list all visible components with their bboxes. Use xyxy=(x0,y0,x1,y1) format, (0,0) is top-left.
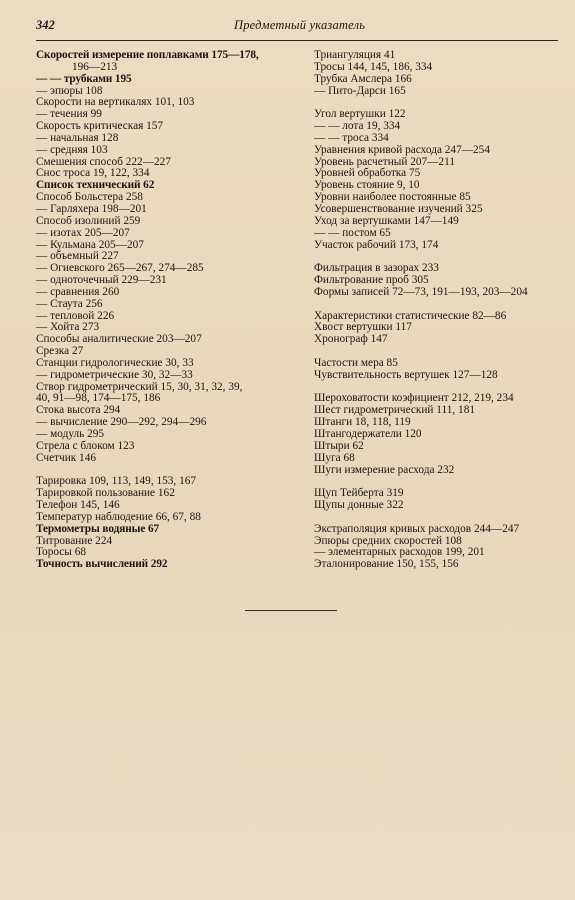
index-entry: Створ гидрометрический 15, 30, 31, 32, 39, xyxy=(36,380,243,393)
index-entry: Хвост вертушки 117 xyxy=(314,321,412,334)
index-entry: 40, 91—98, 174—175, 186 xyxy=(36,392,161,405)
index-entry: Скорости на вертикалях 101, 103 xyxy=(36,96,195,109)
index-spacer xyxy=(314,512,564,524)
index-entry: Титрование 224 xyxy=(36,534,113,547)
index-entry-continuation: 196—213 xyxy=(72,60,118,73)
index-entry: Способ Больстера 258 xyxy=(36,191,143,204)
index-spacer xyxy=(314,299,564,311)
index-entry: Термометры водяные 67 xyxy=(36,522,160,535)
page-header xyxy=(36,16,556,38)
index-entry: — — постом 65 xyxy=(314,226,391,239)
index-entry: Телефон 145, 146 xyxy=(36,499,120,512)
index-entry: Характеристики статистические 82—86 xyxy=(314,309,507,322)
index-entry: Хронограф 147 xyxy=(314,333,388,346)
index-entry: Усовершенствование изучений 325 xyxy=(314,202,483,215)
index-entry: Трубка Амслера 166 xyxy=(314,72,412,85)
index-column-left xyxy=(36,50,298,571)
index-entry: Щупы донные 322 xyxy=(314,499,404,512)
index-entry: Уровень стояние 9, 10 xyxy=(314,179,420,192)
index-entry: Триангуляция 41 xyxy=(314,49,396,61)
index-entry: Фильтрование проб 305 xyxy=(314,274,429,287)
index-entry: Способы аналитические 203—207 xyxy=(36,333,202,346)
index-entry: Стрела с блоком 123 xyxy=(36,439,135,452)
index-entry: Способ изолиний 259 xyxy=(36,214,141,227)
index-entry: Список технический 62 xyxy=(36,179,155,192)
index-entry: — вычисление 290—292, 294—296 xyxy=(36,416,207,429)
index-entry: — сравнения 260 xyxy=(36,285,120,298)
index-entry: Станции гидрологические 30, 33 xyxy=(36,356,194,369)
index-entry: Штыри 62 xyxy=(314,439,364,452)
index-entry: — средняя 103 xyxy=(36,143,108,156)
index-entry: — течения 99 xyxy=(36,108,102,121)
index-entry: — гидрометрические 30, 32—33 xyxy=(36,368,193,381)
index-entry: Счетчик 146 xyxy=(36,451,97,464)
index-entry: Торосы 68 xyxy=(36,546,87,559)
index-entry: Угол вертушки 122 xyxy=(314,108,406,121)
index-entry: Скоростей измерение поплавками 175—178, xyxy=(36,49,259,61)
index-entry: — Гарляхера 198—201 xyxy=(36,202,147,215)
index-entry: Уровней обработка 75 xyxy=(314,167,421,180)
index-entry: Чувствительность вертушек 127—128 xyxy=(314,368,498,381)
end-rule xyxy=(245,610,337,611)
index-entry: Шуга 68 xyxy=(314,451,355,464)
index-entry: Уравнения кривой расхода 247—254 xyxy=(314,143,490,156)
index-entry: — элементарных расходов 199, 201 xyxy=(314,546,485,559)
index-entry: Уровни наиболее постоянные 85 xyxy=(314,191,471,204)
index-entry: Тарировка 109, 113, 149, 153, 167 xyxy=(36,475,197,488)
index-entry: — эпюры 108 xyxy=(36,84,103,97)
index-entry: Эталонирование 150, 155, 156 xyxy=(314,558,459,571)
index-entry: — изотах 205—207 xyxy=(36,226,130,239)
index-entry: Температур наблюдение 66, 67, 88 xyxy=(36,510,201,523)
index-column-right xyxy=(314,50,564,571)
index-entry: Точность вычислений 292 xyxy=(36,558,168,571)
index-entry: — — троса 334 xyxy=(314,131,389,144)
index-entry: Частости мера 85 xyxy=(314,356,398,369)
index-entry: Уровень расчетный 207—211 xyxy=(314,155,455,168)
index-entry: — — трубками 195 xyxy=(36,72,132,85)
index-entry: — одноточечный 229—231 xyxy=(36,274,167,287)
index-entry: Снос троса 19, 122, 334 xyxy=(36,167,150,180)
index-entry: — начальная 128 xyxy=(36,131,119,144)
index-entry: — Хойта 273 xyxy=(36,321,100,334)
index-entry: — Пито-Дарси 165 xyxy=(314,84,406,97)
index-entry: Тарировкой пользование 162 xyxy=(36,487,175,500)
index-entry: Тросы 144, 145, 186, 334 xyxy=(314,60,433,73)
page-number: 342 xyxy=(36,18,55,32)
index-entry: Штанги 18, 118, 119 xyxy=(314,416,411,429)
index-entry: — тепловой 226 xyxy=(36,309,115,322)
index-entry: Скорость критическая 157 xyxy=(36,120,164,133)
index-entry: Уход за вертушками 147—149 xyxy=(314,214,459,227)
index-entry: — — лота 19, 334 xyxy=(314,120,401,133)
header-rule xyxy=(36,40,558,41)
index-entry: Щуп Тейберта 319 xyxy=(314,487,404,500)
index-entry: Экстраполяция кривых расходов 244—247 xyxy=(314,522,520,535)
index-entry: — модуль 295 xyxy=(36,428,105,440)
index-entry: — Кульмана 205—207 xyxy=(36,238,144,251)
index-entry: Шероховатости коэфициент 212, 219, 234 xyxy=(314,392,514,405)
index-entry: Срезка 27 xyxy=(36,345,84,358)
index-entry: Формы записей 72—73, 191—193, 203—204 xyxy=(314,285,528,298)
index-entry: Шуги измерение расхода 232 xyxy=(314,463,455,476)
index-entry: Шест гидрометрический 111, 181 xyxy=(314,404,476,417)
index-entry: Эпюры средних скоростей 108 xyxy=(314,534,462,547)
index-entry: — Стаута 256 xyxy=(36,297,103,310)
index-entry: Фильтрация в зазорах 233 xyxy=(314,262,439,275)
index-entry: Смешения способ 222—227 xyxy=(36,155,171,168)
index-entry: — Огиевского 265—267, 274—285 xyxy=(36,262,204,275)
index-entry: Стока высота 294 xyxy=(36,404,121,417)
index-entry: Штангодержатели 120 xyxy=(314,428,422,440)
index-entry: Участок рабочий 173, 174 xyxy=(314,238,439,251)
running-title: Предметный указатель xyxy=(234,18,366,32)
index-entry: — объемный 227 xyxy=(36,250,119,263)
